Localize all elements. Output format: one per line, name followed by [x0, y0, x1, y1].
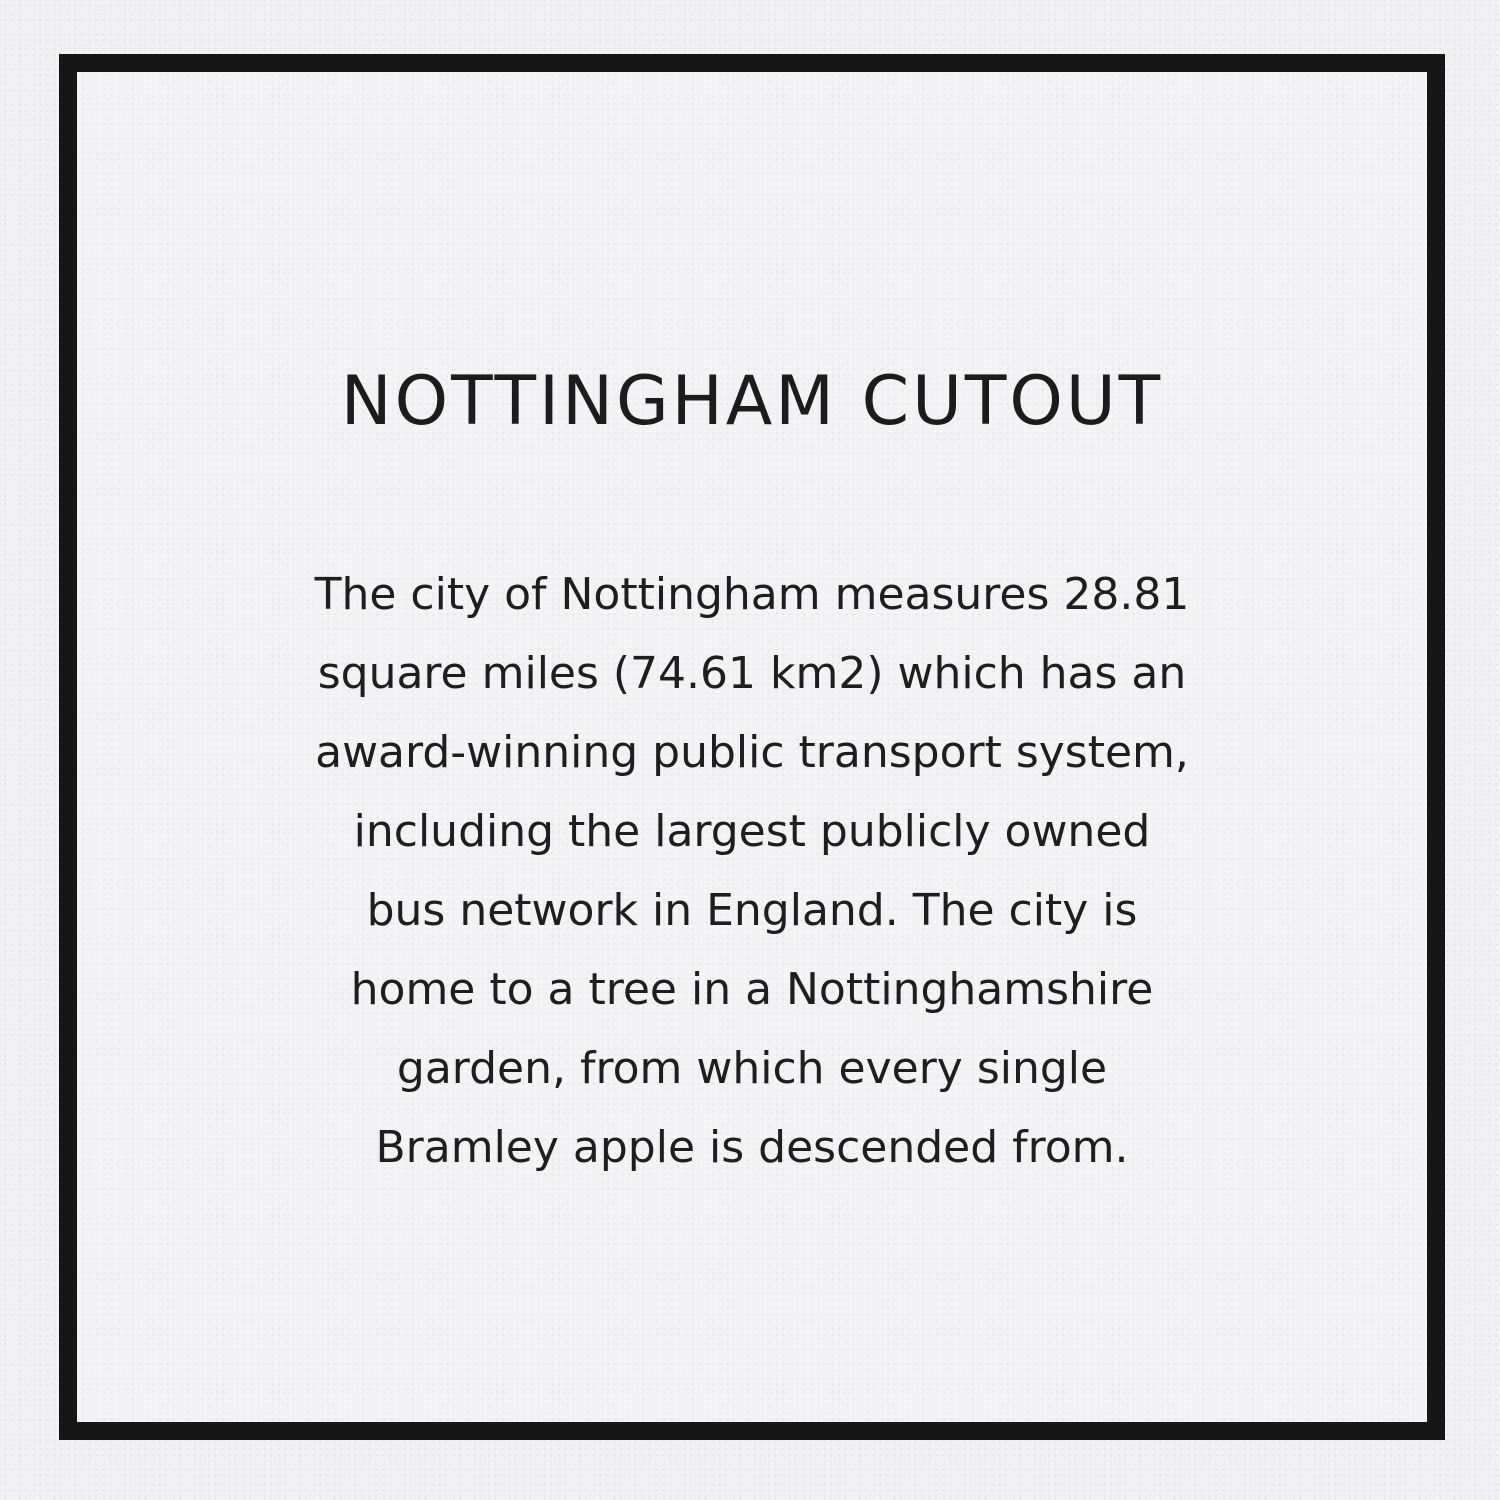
card-frame [59, 54, 1445, 1440]
body-line: home to a tree in a Nottinghamshire [350, 964, 1154, 1015]
body-line: award-winning public transport system, [315, 727, 1189, 778]
card-title: NOTTINGHAM CUTOUT [340, 362, 1164, 441]
body-line: garden, from which every single [396, 1043, 1108, 1094]
body-line: square miles (74.61 km2) which has an [317, 648, 1187, 699]
card-body [177, 555, 1327, 1187]
body-line: The city of Nottingham measures 28.81 [314, 569, 1190, 620]
body-line: Bramley apple is descended from. [375, 1122, 1129, 1173]
body-line: including the largest publicly owned [353, 806, 1151, 857]
body-line: bus network in England. The city is [366, 885, 1138, 936]
